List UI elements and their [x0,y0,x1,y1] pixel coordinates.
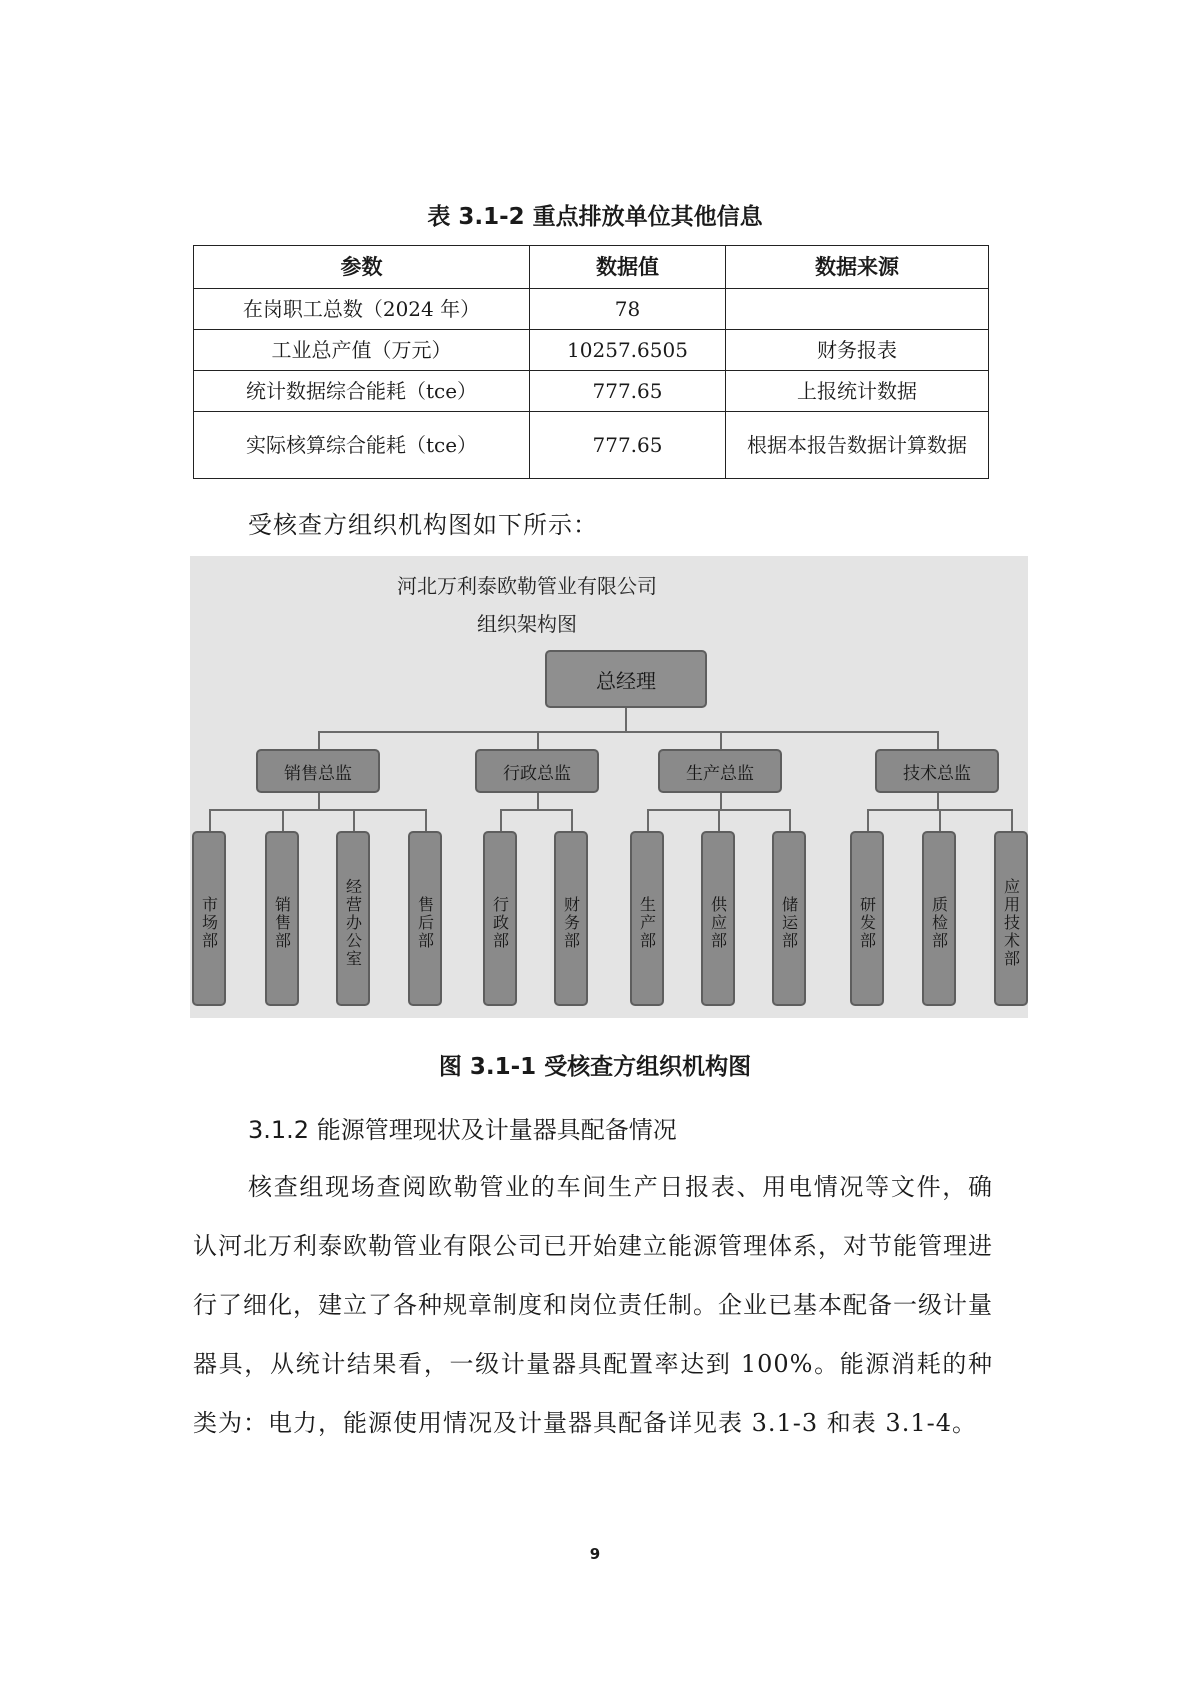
department-box: 经营办公室 [336,831,370,1006]
department-box: 销售部 [265,831,299,1006]
department-box: 行政部 [483,831,517,1006]
connector-line [282,809,284,831]
connector-line [625,708,627,731]
department-box: 生产部 [630,831,664,1006]
connector-line [720,731,722,749]
connector-line [789,809,791,831]
department-box: 储运部 [772,831,806,1006]
column-header: 数据值 [530,246,726,289]
department-box: 应用技术部 [994,831,1028,1006]
table-cell: 工业总产值（万元） [194,330,530,371]
table-cell: 777.65 [530,371,726,412]
connector-line [718,809,720,831]
connector-line [720,793,722,809]
table-caption: 表 3.1-2 重点排放单位其他信息 [427,204,763,230]
department-box: 质检部 [922,831,956,1006]
table-row [194,412,989,479]
director-box: 生产总监 [658,749,782,793]
connector-line [353,809,355,831]
table-row [194,371,989,412]
table-cell: 上报统计数据 [726,371,989,412]
column-header: 参数 [194,246,530,289]
department-box: 市场部 [192,831,226,1006]
director-box: 行政总监 [475,749,599,793]
department-box: 售后部 [408,831,442,1006]
department-box: 财务部 [554,831,588,1006]
general-manager-box: 总经理 [545,650,707,708]
connector-line [500,809,502,831]
department-box: 供应部 [701,831,735,1006]
table-cell: 10257.6505 [530,330,726,371]
emission-info-table [193,245,989,479]
table-cell: 根据本报告数据计算数据 [726,412,989,479]
connector-line [209,809,425,811]
column-header: 数据来源 [726,246,989,289]
section-heading: 3.1.2 能源管理现状及计量器具配备情况 [248,1116,677,1144]
table-cell: 统计数据综合能耗（tce） [194,371,530,412]
department-box: 研发部 [850,831,884,1006]
intro-text: 受核查方组织机构图如下所示： [248,511,598,539]
page-number: 9 [589,1545,601,1563]
director-box: 技术总监 [875,749,999,793]
table-cell: 实际核算综合能耗（tce） [194,412,530,479]
table-cell: 在岗职工总数（2024 年） [194,289,530,330]
figure-caption: 图 3.1-1 受核查方组织机构图 [438,1054,752,1080]
connector-line [867,809,869,831]
table-cell: 财务报表 [726,330,989,371]
connector-line [571,809,573,831]
connector-line [425,809,427,831]
connector-line [937,793,939,809]
org-chart-subtitle: 组织架构图 [477,612,577,636]
connector-line [1011,809,1013,831]
table-header-row [194,246,989,289]
connector-line [537,793,539,809]
connector-line [209,809,211,831]
body-paragraph: 核查组现场查阅欧勒管业的车间生产日报表、用电情况等文件，确认河北万利泰欧勒管业有限公司已开始建立能源管理体系，对节能管理进行了细化，建立了各种规章制度和岗位责任制。企业已基本配备一级计量器具，从统计结果看，一级计量器具配置率达到 100%。能源消耗的种类为：电力，能源使用情况及计量器具配备详见表 3.1-3 和表 3.1-4。 [193,1173,993,1437]
table-cell [726,289,989,330]
connector-line [537,731,539,749]
connector-line [500,809,571,811]
connector-line [318,793,320,809]
connector-line [937,731,939,749]
table-cell: 78 [530,289,726,330]
connector-line [939,809,941,831]
table-row [194,330,989,371]
org-chart [190,556,1028,1018]
connector-line [318,731,320,749]
table-cell: 777.65 [530,412,726,479]
director-box: 销售总监 [256,749,380,793]
connector-line [318,731,937,733]
table-row [194,289,989,330]
org-company-name: 河北万利泰欧勒管业有限公司 [397,574,657,598]
connector-line [647,809,649,831]
